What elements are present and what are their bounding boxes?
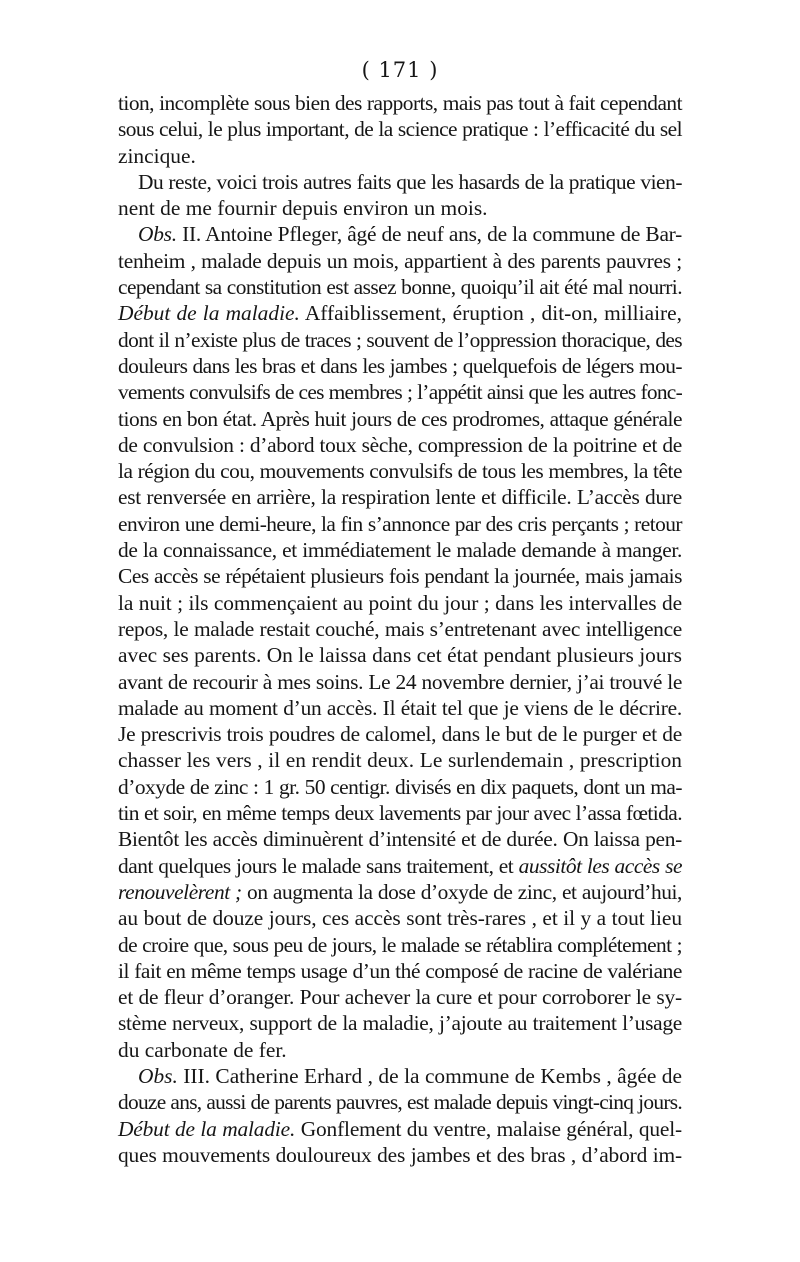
text-segment: zincique. xyxy=(118,143,196,168)
text-line xyxy=(118,537,682,563)
text-line xyxy=(118,353,682,379)
text-line xyxy=(118,1116,682,1142)
text-segment: Bientôt les accès diminuèrent d’intensité et de durée. On laissa pen- xyxy=(118,827,682,852)
text-line xyxy=(118,826,682,852)
text-line xyxy=(118,879,682,905)
text-line xyxy=(118,1010,682,1036)
italic-text: aussitôt les accès se xyxy=(518,853,682,878)
text-segment: du carbonate de fer. xyxy=(118,1037,287,1062)
text-segment: la nuit ; ils commençaient au point du jour ; dans les intervalles de xyxy=(118,590,682,615)
text-segment: et de fleur d’oranger. Pour achever la cure et pour corroborer le sy- xyxy=(118,985,682,1010)
text-line xyxy=(118,800,682,826)
text-segment: il fait en même temps usage d’un thé composé de racine de valériane xyxy=(118,958,682,983)
text-line xyxy=(118,379,682,405)
text-line xyxy=(118,1063,682,1089)
italic-text: renouvelèrent ; xyxy=(118,879,242,904)
text-segment: avant de recourir à mes soins. Le 24 novembre dernier, j’ai trouvé le xyxy=(118,669,682,694)
text-segment: Du reste, voici trois autres faits que les hasards de la pratique vien- xyxy=(138,169,682,194)
text-segment: au bout de douze jours, ces accès sont très-rares , et il y a tout lieu xyxy=(118,906,682,931)
text-line xyxy=(118,169,682,195)
text-segment: dont il n’existe plus de traces ; souvent de l’oppression thoracique, des xyxy=(118,327,682,352)
text-line xyxy=(118,1089,682,1115)
text-segment: dant quelques jours le malade sans traitement, et xyxy=(118,853,519,878)
text-line xyxy=(118,1142,682,1168)
text-line xyxy=(118,274,682,300)
text-segment: environ une demi-heure, la fin s’annonce par des cris perçants ; retour xyxy=(118,511,682,536)
text-segment: Je prescrivis trois poudres de calomel, dans le but de le purger et de xyxy=(118,722,682,747)
text-segment: est renversée en arrière, la respiration lente et difficile. L’accès dure xyxy=(118,485,682,510)
text-segment: Gonflement du ventre, malaise général, quel- xyxy=(295,1116,682,1141)
text-line xyxy=(118,669,682,695)
italic-text: Obs. xyxy=(138,1063,178,1088)
text-line xyxy=(118,905,682,931)
text-line xyxy=(118,327,682,353)
text-line xyxy=(118,143,682,169)
text-segment: de la connaissance, et immédiatement le malade demande à manger. xyxy=(118,538,682,563)
text-segment: III. Catherine Erhard , de la commune de Kembs , âgée de xyxy=(177,1063,682,1088)
text-segment: II. Antoine Pfleger, âgé de neuf ans, de la commune de Bar- xyxy=(176,222,682,247)
text-line xyxy=(118,195,682,221)
text-segment: on augmenta la dose d’oxyde de zinc, et aujourd’hui, xyxy=(241,879,682,904)
text-segment: tin et soir, en même temps deux lavements par jour avec l’assa fœtida. xyxy=(118,801,682,826)
text-line xyxy=(118,458,682,484)
text-segment: de croire que, sous peu de jours, le malade se rétablira complétement ; xyxy=(118,932,682,957)
text-segment: nent de me fournir depuis environ un mois. xyxy=(118,196,488,221)
text-segment: cependant sa constitution est assez bonne, quoiqu’il ait été mal nourri. xyxy=(118,275,682,300)
text-segment: douze ans, aussi de parents pauvres, est malade depuis vingt-cinq jours. xyxy=(118,1090,682,1115)
text-line xyxy=(118,300,682,326)
text-line xyxy=(118,511,682,537)
text-line xyxy=(118,590,682,616)
text-segment: tion, incomplète sous bien des rapports, mais pas tout à fait cependant xyxy=(118,91,682,115)
text-segment: de convulsion : d’abord toux sèche, compression de la poitrine et de xyxy=(118,432,682,457)
text-line xyxy=(118,747,682,773)
italic-text: Obs. xyxy=(138,222,177,247)
text-segment: avec ses parents. On le laissa dans cet état pendant plusieurs jours xyxy=(118,643,682,668)
text-line xyxy=(118,116,682,142)
page-number: ( 171 ) xyxy=(361,58,439,82)
text-segment: Affaiblissement, éruption , dit-on, milliaire, xyxy=(299,301,682,326)
text-segment: tions en bon état. Après huit jours de ces prodromes, attaque générale xyxy=(118,406,682,431)
text-line xyxy=(118,406,682,432)
text-line xyxy=(118,90,682,116)
text-line xyxy=(118,484,682,510)
text-line xyxy=(118,721,682,747)
text-line xyxy=(118,642,682,668)
text-line xyxy=(118,695,682,721)
text-segment: repos, le malade restait couché, mais s’entretenant avec intelligence xyxy=(118,616,682,641)
text-line xyxy=(118,853,682,879)
text-line xyxy=(118,1037,682,1063)
text-line xyxy=(118,432,682,458)
text-segment: douleurs dans les bras et dans les jambes ; quelquefois de légers mou- xyxy=(118,353,682,378)
text-segment: stème nerveux, support de la maladie, j’ajoute au traitement l’usage xyxy=(118,1011,682,1036)
italic-text: Début de la maladie. xyxy=(118,301,300,326)
text-line xyxy=(118,958,682,984)
text-segment: tenheim , malade depuis un mois, appartient à des parents pauvres ; xyxy=(118,248,682,273)
text-line xyxy=(118,932,682,958)
text-body xyxy=(118,90,682,1168)
text-segment: d’oxyde de zinc : 1 gr. 50 centigr. divisés en dix paquets, dont un ma- xyxy=(118,774,682,799)
text-segment: Ces accès se répétaient plusieurs fois pendant la journée, mais jamais xyxy=(118,564,682,589)
text-line xyxy=(118,616,682,642)
text-line xyxy=(118,221,682,247)
text-segment: la région du cou, mouvements convulsifs de tous les membres, la tête xyxy=(118,459,682,484)
text-segment: ques mouvements douloureux des jambes et des bras , d’abord im- xyxy=(118,1142,682,1167)
text-line xyxy=(118,774,682,800)
text-segment: malade au moment d’un accès. Il était tel que je viens de le décrire. xyxy=(118,695,682,720)
text-segment: sous celui, le plus important, de la science pratique : l’efficacité du sel xyxy=(118,117,682,142)
text-segment: chasser les vers , il en rendit deux. Le surlendemain , prescription xyxy=(118,748,682,773)
italic-text: Début de la maladie. xyxy=(118,1116,296,1141)
text-segment: vements convulsifs de ces membres ; l’appétit ainsi que les autres fonc- xyxy=(118,380,682,405)
text-line xyxy=(118,248,682,274)
text-line xyxy=(118,563,682,589)
text-line xyxy=(118,984,682,1010)
